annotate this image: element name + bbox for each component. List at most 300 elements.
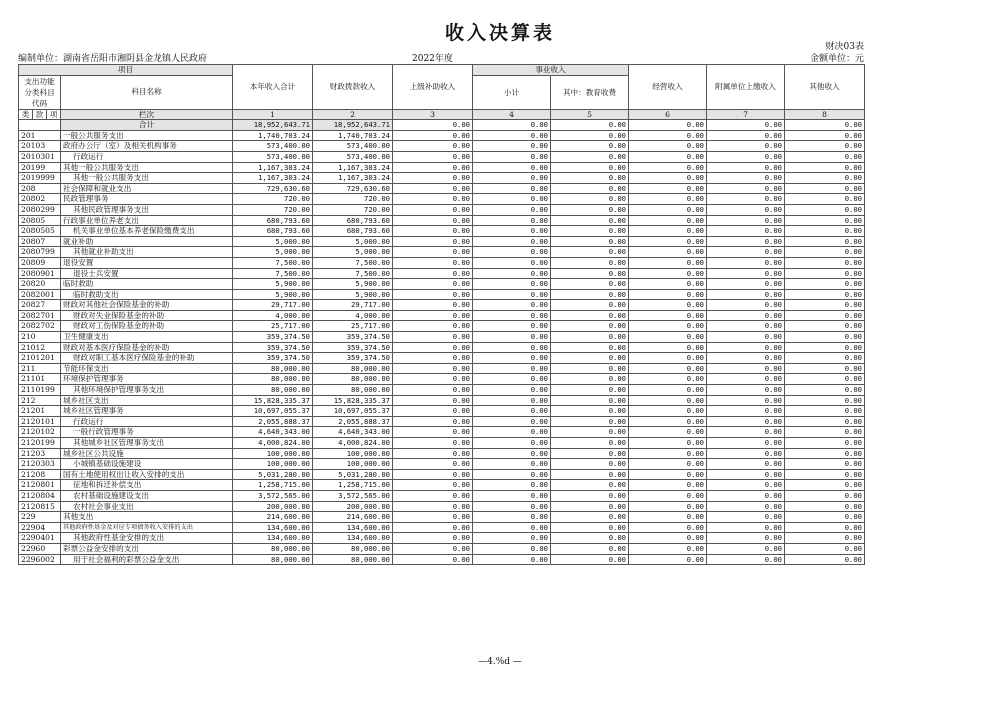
total-v6: 0.00 xyxy=(629,120,707,131)
row-col-5: 0.00 xyxy=(551,554,629,565)
row-col-6: 0.00 xyxy=(629,279,707,290)
row-col-7: 0.00 xyxy=(707,247,785,258)
currency-unit: 金额单位：元 xyxy=(809,54,864,64)
row-total: 100,000.00 xyxy=(233,459,313,470)
row-col-8: 0.00 xyxy=(785,268,865,279)
row-col-3: 0.00 xyxy=(393,353,473,364)
row-fiscal: 80,000.00 xyxy=(313,385,393,396)
table-row xyxy=(19,151,865,162)
row-code: 20199 xyxy=(19,162,61,173)
row-col-5: 0.00 xyxy=(551,438,629,449)
row-col-4: 0.00 xyxy=(473,416,551,427)
row-col-4: 0.00 xyxy=(473,554,551,565)
row-col-7: 0.00 xyxy=(707,374,785,385)
total-v2: 18,952,643.71 xyxy=(313,120,393,131)
row-col-8: 0.00 xyxy=(785,480,865,491)
row-code: 20820 xyxy=(19,279,61,290)
row-total: 80,000.00 xyxy=(233,363,313,374)
row-col-6: 0.00 xyxy=(629,438,707,449)
row-col-5: 0.00 xyxy=(551,342,629,353)
row-fiscal: 25,717.00 xyxy=(313,321,393,332)
row-fiscal: 134,600.00 xyxy=(313,522,393,533)
row-col-5: 0.00 xyxy=(551,533,629,544)
header-total: 本年收入合计 xyxy=(233,65,313,110)
row-fiscal: 4,000,824.00 xyxy=(313,438,393,449)
row-col-5: 0.00 xyxy=(551,448,629,459)
row-col-5: 0.00 xyxy=(551,353,629,364)
row-col-5: 0.00 xyxy=(551,279,629,290)
col-num-8: 8 xyxy=(785,109,865,120)
table-row xyxy=(19,522,865,533)
row-code: 2120815 xyxy=(19,501,61,512)
row-col-3: 0.00 xyxy=(393,522,473,533)
col-num-2: 2 xyxy=(313,109,393,120)
row-total: 1,258,715.00 xyxy=(233,480,313,491)
row-code: 22904 xyxy=(19,522,61,533)
row-col-4: 0.00 xyxy=(473,448,551,459)
table-row xyxy=(19,480,865,491)
row-col-8: 0.00 xyxy=(785,385,865,396)
row-code: 2296002 xyxy=(19,554,61,565)
row-fiscal: 359,374.50 xyxy=(313,342,393,353)
table-row xyxy=(19,459,865,470)
table-row xyxy=(19,310,865,321)
row-col-3: 0.00 xyxy=(393,459,473,470)
row-col-3: 0.00 xyxy=(393,374,473,385)
row-col-6: 0.00 xyxy=(629,522,707,533)
row-col-4: 0.00 xyxy=(473,406,551,417)
row-code: 2082702 xyxy=(19,321,61,332)
row-col-4: 0.00 xyxy=(473,501,551,512)
table-row xyxy=(19,512,865,523)
row-name: 其他政府性基金安排的支出 xyxy=(61,533,233,544)
row-col-7: 0.00 xyxy=(707,130,785,141)
row-name: 其他政府性基金及对应专项债务收入安排的支出 xyxy=(61,522,233,533)
table-row xyxy=(19,204,865,215)
row-col-5: 0.00 xyxy=(551,173,629,184)
row-col-4: 0.00 xyxy=(473,480,551,491)
row-name: 民政管理事务 xyxy=(61,194,233,205)
row-total: 25,717.00 xyxy=(233,321,313,332)
row-code: 2010301 xyxy=(19,151,61,162)
row-col-8: 0.00 xyxy=(785,342,865,353)
row-name: 其他城乡社区管理事务支出 xyxy=(61,438,233,449)
row-total: 4,640,343.00 xyxy=(233,427,313,438)
row-fiscal: 680,793.60 xyxy=(313,226,393,237)
row-code: 21203 xyxy=(19,448,61,459)
row-col-8: 0.00 xyxy=(785,162,865,173)
row-col-3: 0.00 xyxy=(393,543,473,554)
row-col-4: 0.00 xyxy=(473,226,551,237)
row-total: 200,000.00 xyxy=(233,501,313,512)
row-name: 一般行政管理事务 xyxy=(61,427,233,438)
row-fiscal: 15,828,335.37 xyxy=(313,395,393,406)
row-code: 2019999 xyxy=(19,173,61,184)
row-code: 21101 xyxy=(19,374,61,385)
row-col-7: 0.00 xyxy=(707,183,785,194)
row-col-6: 0.00 xyxy=(629,342,707,353)
row-col-5: 0.00 xyxy=(551,236,629,247)
row-col-7: 0.00 xyxy=(707,353,785,364)
row-name: 城乡社区管理事务 xyxy=(61,406,233,417)
row-code: 2120199 xyxy=(19,438,61,449)
row-total: 134,600.00 xyxy=(233,522,313,533)
row-fiscal: 573,400.00 xyxy=(313,151,393,162)
row-name: 财政对失业保险基金的补助 xyxy=(61,310,233,321)
row-fiscal: 359,374.50 xyxy=(313,332,393,343)
table-body xyxy=(19,120,865,565)
row-fiscal: 2,055,888.37 xyxy=(313,416,393,427)
row-name: 农村基础设施建设支出 xyxy=(61,490,233,501)
table-row xyxy=(19,268,865,279)
row-col-7: 0.00 xyxy=(707,162,785,173)
row-col-3: 0.00 xyxy=(393,395,473,406)
row-total: 5,000.00 xyxy=(233,236,313,247)
table-code: 财决03表 xyxy=(825,42,864,52)
total-v8: 0.00 xyxy=(785,120,865,131)
row-col-3: 0.00 xyxy=(393,448,473,459)
total-v3: 0.00 xyxy=(393,120,473,131)
row-col-4: 0.00 xyxy=(473,353,551,364)
row-col-8: 0.00 xyxy=(785,130,865,141)
table-row xyxy=(19,490,865,501)
row-col-6: 0.00 xyxy=(629,300,707,311)
table-row xyxy=(19,427,865,438)
row-col-8: 0.00 xyxy=(785,501,865,512)
col-num-1: 1 xyxy=(233,109,313,120)
row-code: 201 xyxy=(19,130,61,141)
row-col-8: 0.00 xyxy=(785,416,865,427)
row-col-8: 0.00 xyxy=(785,406,865,417)
row-col-4: 0.00 xyxy=(473,162,551,173)
row-col-5: 0.00 xyxy=(551,310,629,321)
row-col-7: 0.00 xyxy=(707,289,785,300)
row-fiscal: 720.00 xyxy=(313,204,393,215)
row-col-5: 0.00 xyxy=(551,226,629,237)
row-col-7: 0.00 xyxy=(707,459,785,470)
row-col-3: 0.00 xyxy=(393,427,473,438)
row-col-7: 0.00 xyxy=(707,194,785,205)
row-code: 2080901 xyxy=(19,268,61,279)
row-col-6: 0.00 xyxy=(629,141,707,152)
row-col-8: 0.00 xyxy=(785,141,865,152)
row-col-5: 0.00 xyxy=(551,162,629,173)
total-label: 合计 xyxy=(61,120,233,131)
row-col-4: 0.00 xyxy=(473,459,551,470)
row-col-6: 0.00 xyxy=(629,469,707,480)
header-func-code: 支出功能分类科目代码 xyxy=(19,75,61,109)
row-col-6: 0.00 xyxy=(629,395,707,406)
row-col-7: 0.00 xyxy=(707,173,785,184)
table-row xyxy=(19,438,865,449)
table-row xyxy=(19,342,865,353)
row-col-7: 0.00 xyxy=(707,448,785,459)
row-col-4: 0.00 xyxy=(473,300,551,311)
row-total: 15,828,335.37 xyxy=(233,395,313,406)
row-col-4: 0.00 xyxy=(473,268,551,279)
row-total: 5,900.00 xyxy=(233,289,313,300)
row-col-7: 0.00 xyxy=(707,310,785,321)
row-name: 政府办公厅（室）及相关机构事务 xyxy=(61,141,233,152)
row-total: 4,000,824.00 xyxy=(233,438,313,449)
row-fiscal: 5,900.00 xyxy=(313,279,393,290)
row-fiscal: 729,630.60 xyxy=(313,183,393,194)
row-col-8: 0.00 xyxy=(785,554,865,565)
row-col-6: 0.00 xyxy=(629,194,707,205)
row-fiscal: 359,374.50 xyxy=(313,353,393,364)
row-col-7: 0.00 xyxy=(707,406,785,417)
row-code: 21208 xyxy=(19,469,61,480)
row-name: 卫生健康支出 xyxy=(61,332,233,343)
row-col-3: 0.00 xyxy=(393,469,473,480)
fiscal-year: 2022年度 xyxy=(412,54,453,64)
row-col-6: 0.00 xyxy=(629,512,707,523)
row-code: 20103 xyxy=(19,141,61,152)
row-col-4: 0.00 xyxy=(473,385,551,396)
row-col-4: 0.00 xyxy=(473,342,551,353)
row-col-4: 0.00 xyxy=(473,247,551,258)
row-col-3: 0.00 xyxy=(393,310,473,321)
row-col-4: 0.00 xyxy=(473,279,551,290)
header-item: 项目 xyxy=(19,65,233,76)
row-col-4: 0.00 xyxy=(473,321,551,332)
table-row xyxy=(19,501,865,512)
row-col-8: 0.00 xyxy=(785,194,865,205)
row-total: 359,374.50 xyxy=(233,353,313,364)
row-col-4: 0.00 xyxy=(473,151,551,162)
row-col-3: 0.00 xyxy=(393,226,473,237)
row-col-6: 0.00 xyxy=(629,215,707,226)
row-col-7: 0.00 xyxy=(707,321,785,332)
row-total: 573,400.00 xyxy=(233,151,313,162)
row-col-8: 0.00 xyxy=(785,151,865,162)
row-col-3: 0.00 xyxy=(393,321,473,332)
row-total: 4,000.00 xyxy=(233,310,313,321)
row-col-3: 0.00 xyxy=(393,215,473,226)
row-col-3: 0.00 xyxy=(393,490,473,501)
table-row xyxy=(19,374,865,385)
row-col-8: 0.00 xyxy=(785,533,865,544)
row-col-8: 0.00 xyxy=(785,279,865,290)
row-col-5: 0.00 xyxy=(551,480,629,491)
row-col-5: 0.00 xyxy=(551,374,629,385)
table-row xyxy=(19,321,865,332)
row-total: 100,000.00 xyxy=(233,448,313,459)
income-table xyxy=(18,64,865,565)
row-col-4: 0.00 xyxy=(473,310,551,321)
row-col-5: 0.00 xyxy=(551,416,629,427)
row-col-5: 0.00 xyxy=(551,151,629,162)
row-col-7: 0.00 xyxy=(707,385,785,396)
header-affiliated: 附属单位上缴收入 xyxy=(707,65,785,110)
row-col-8: 0.00 xyxy=(785,490,865,501)
row-col-8: 0.00 xyxy=(785,438,865,449)
row-col-5: 0.00 xyxy=(551,183,629,194)
header-other: 其他收入 xyxy=(785,65,865,110)
row-fiscal: 1,167,303.24 xyxy=(313,173,393,184)
row-col-7: 0.00 xyxy=(707,522,785,533)
row-col-8: 0.00 xyxy=(785,321,865,332)
row-col-5: 0.00 xyxy=(551,469,629,480)
row-col-7: 0.00 xyxy=(707,501,785,512)
row-col-6: 0.00 xyxy=(629,448,707,459)
row-name: 财政对职工基本医疗保险基金的补助 xyxy=(61,353,233,364)
row-col-6: 0.00 xyxy=(629,130,707,141)
row-col-3: 0.00 xyxy=(393,130,473,141)
row-col-8: 0.00 xyxy=(785,395,865,406)
row-code: 2080505 xyxy=(19,226,61,237)
row-col-8: 0.00 xyxy=(785,522,865,533)
row-fiscal: 5,000.00 xyxy=(313,247,393,258)
row-col-6: 0.00 xyxy=(629,406,707,417)
row-total: 359,374.50 xyxy=(233,332,313,343)
row-fiscal: 80,000.00 xyxy=(313,554,393,565)
row-total: 7,500.00 xyxy=(233,257,313,268)
row-col-8: 0.00 xyxy=(785,300,865,311)
row-col-6: 0.00 xyxy=(629,385,707,396)
col-num-4: 4 xyxy=(473,109,551,120)
compiling-unit: 编制单位：湖南省岳阳市湘阴县金龙镇人民政府 xyxy=(18,54,208,64)
row-name: 征地和拆迁补偿支出 xyxy=(61,480,233,491)
row-code: 21201 xyxy=(19,406,61,417)
total-v1: 18,952,643.71 xyxy=(233,120,313,131)
row-col-6: 0.00 xyxy=(629,459,707,470)
row-col-3: 0.00 xyxy=(393,438,473,449)
row-col-3: 0.00 xyxy=(393,300,473,311)
row-col-5: 0.00 xyxy=(551,257,629,268)
table-row xyxy=(19,279,865,290)
table-row xyxy=(19,416,865,427)
row-total: 720.00 xyxy=(233,194,313,205)
row-col-8: 0.00 xyxy=(785,448,865,459)
row-code: 2101201 xyxy=(19,353,61,364)
row-name: 国有土地使用权出让收入安排的支出 xyxy=(61,469,233,480)
row-col-6: 0.00 xyxy=(629,162,707,173)
table-row xyxy=(19,289,865,300)
row-name: 用于社会福利的彩票公益金支出 xyxy=(61,554,233,565)
row-name: 临时救助支出 xyxy=(61,289,233,300)
row-col-4: 0.00 xyxy=(473,469,551,480)
row-col-7: 0.00 xyxy=(707,257,785,268)
row-col-4: 0.00 xyxy=(473,438,551,449)
row-col-7: 0.00 xyxy=(707,533,785,544)
row-col-6: 0.00 xyxy=(629,321,707,332)
row-name: 其他支出 xyxy=(61,512,233,523)
header-operating: 经营收入 xyxy=(629,65,707,110)
row-col-3: 0.00 xyxy=(393,151,473,162)
row-col-8: 0.00 xyxy=(785,427,865,438)
row-col-7: 0.00 xyxy=(707,204,785,215)
row-col-8: 0.00 xyxy=(785,247,865,258)
row-name: 彩票公益金安排的支出 xyxy=(61,543,233,554)
row-name: 城乡社区支出 xyxy=(61,395,233,406)
row-col-3: 0.00 xyxy=(393,268,473,279)
row-name: 小城镇基础设施建设 xyxy=(61,459,233,470)
row-fiscal: 10,697,055.37 xyxy=(313,406,393,417)
row-col-5: 0.00 xyxy=(551,215,629,226)
row-col-4: 0.00 xyxy=(473,130,551,141)
row-col-8: 0.00 xyxy=(785,236,865,247)
row-col-4: 0.00 xyxy=(473,236,551,247)
row-col-3: 0.00 xyxy=(393,236,473,247)
row-code: 22960 xyxy=(19,543,61,554)
row-col-7: 0.00 xyxy=(707,279,785,290)
row-col-6: 0.00 xyxy=(629,480,707,491)
row-name: 临时救助 xyxy=(61,279,233,290)
row-fiscal: 80,000.00 xyxy=(313,543,393,554)
row-col-8: 0.00 xyxy=(785,204,865,215)
row-total: 1,167,303.24 xyxy=(233,162,313,173)
row-col-5: 0.00 xyxy=(551,459,629,470)
col-num-6: 6 xyxy=(629,109,707,120)
row-code: 20802 xyxy=(19,194,61,205)
row-name: 就业补助 xyxy=(61,236,233,247)
table-header xyxy=(19,65,865,120)
row-col-3: 0.00 xyxy=(393,194,473,205)
row-col-8: 0.00 xyxy=(785,374,865,385)
row-col-8: 0.00 xyxy=(785,332,865,343)
row-col-4: 0.00 xyxy=(473,363,551,374)
row-total: 214,600.00 xyxy=(233,512,313,523)
row-col-5: 0.00 xyxy=(551,395,629,406)
table-row xyxy=(19,406,865,417)
row-col-4: 0.00 xyxy=(473,183,551,194)
row-total: 3,572,565.00 xyxy=(233,490,313,501)
row-name: 财政对基本医疗保险基金的补助 xyxy=(61,342,233,353)
row-code: 20807 xyxy=(19,236,61,247)
row-total: 573,400.00 xyxy=(233,141,313,152)
row-name: 其他一般公共服务支出 xyxy=(61,173,233,184)
row-col-7: 0.00 xyxy=(707,342,785,353)
row-col-3: 0.00 xyxy=(393,385,473,396)
table-row xyxy=(19,353,865,364)
row-col-8: 0.00 xyxy=(785,289,865,300)
col-num-5: 5 xyxy=(551,109,629,120)
row-col-8: 0.00 xyxy=(785,363,865,374)
row-col-7: 0.00 xyxy=(707,226,785,237)
row-col-6: 0.00 xyxy=(629,310,707,321)
table-row xyxy=(19,448,865,459)
page-footer: —4.%d — xyxy=(478,657,522,667)
row-col-7: 0.00 xyxy=(707,490,785,501)
row-col-5: 0.00 xyxy=(551,194,629,205)
header-subtotal: 小计 xyxy=(473,75,551,109)
row-col-7: 0.00 xyxy=(707,427,785,438)
row-col-5: 0.00 xyxy=(551,247,629,258)
table-row xyxy=(19,300,865,311)
row-col-4: 0.00 xyxy=(473,194,551,205)
table-row xyxy=(19,395,865,406)
row-col-5: 0.00 xyxy=(551,385,629,396)
row-fiscal: 100,000.00 xyxy=(313,459,393,470)
row-name: 节能环保支出 xyxy=(61,363,233,374)
row-code: 2120303 xyxy=(19,459,61,470)
row-col-3: 0.00 xyxy=(393,512,473,523)
row-col-4: 0.00 xyxy=(473,257,551,268)
row-code: 229 xyxy=(19,512,61,523)
row-col-7: 0.00 xyxy=(707,512,785,523)
row-col-8: 0.00 xyxy=(785,469,865,480)
row-name: 行政运行 xyxy=(61,151,233,162)
row-name: 退役安置 xyxy=(61,257,233,268)
row-col-6: 0.00 xyxy=(629,173,707,184)
row-col-6: 0.00 xyxy=(629,501,707,512)
row-fiscal: 100,000.00 xyxy=(313,448,393,459)
row-col-8: 0.00 xyxy=(785,173,865,184)
row-col-4: 0.00 xyxy=(473,543,551,554)
row-total: 720.00 xyxy=(233,204,313,215)
row-col-3: 0.00 xyxy=(393,480,473,491)
